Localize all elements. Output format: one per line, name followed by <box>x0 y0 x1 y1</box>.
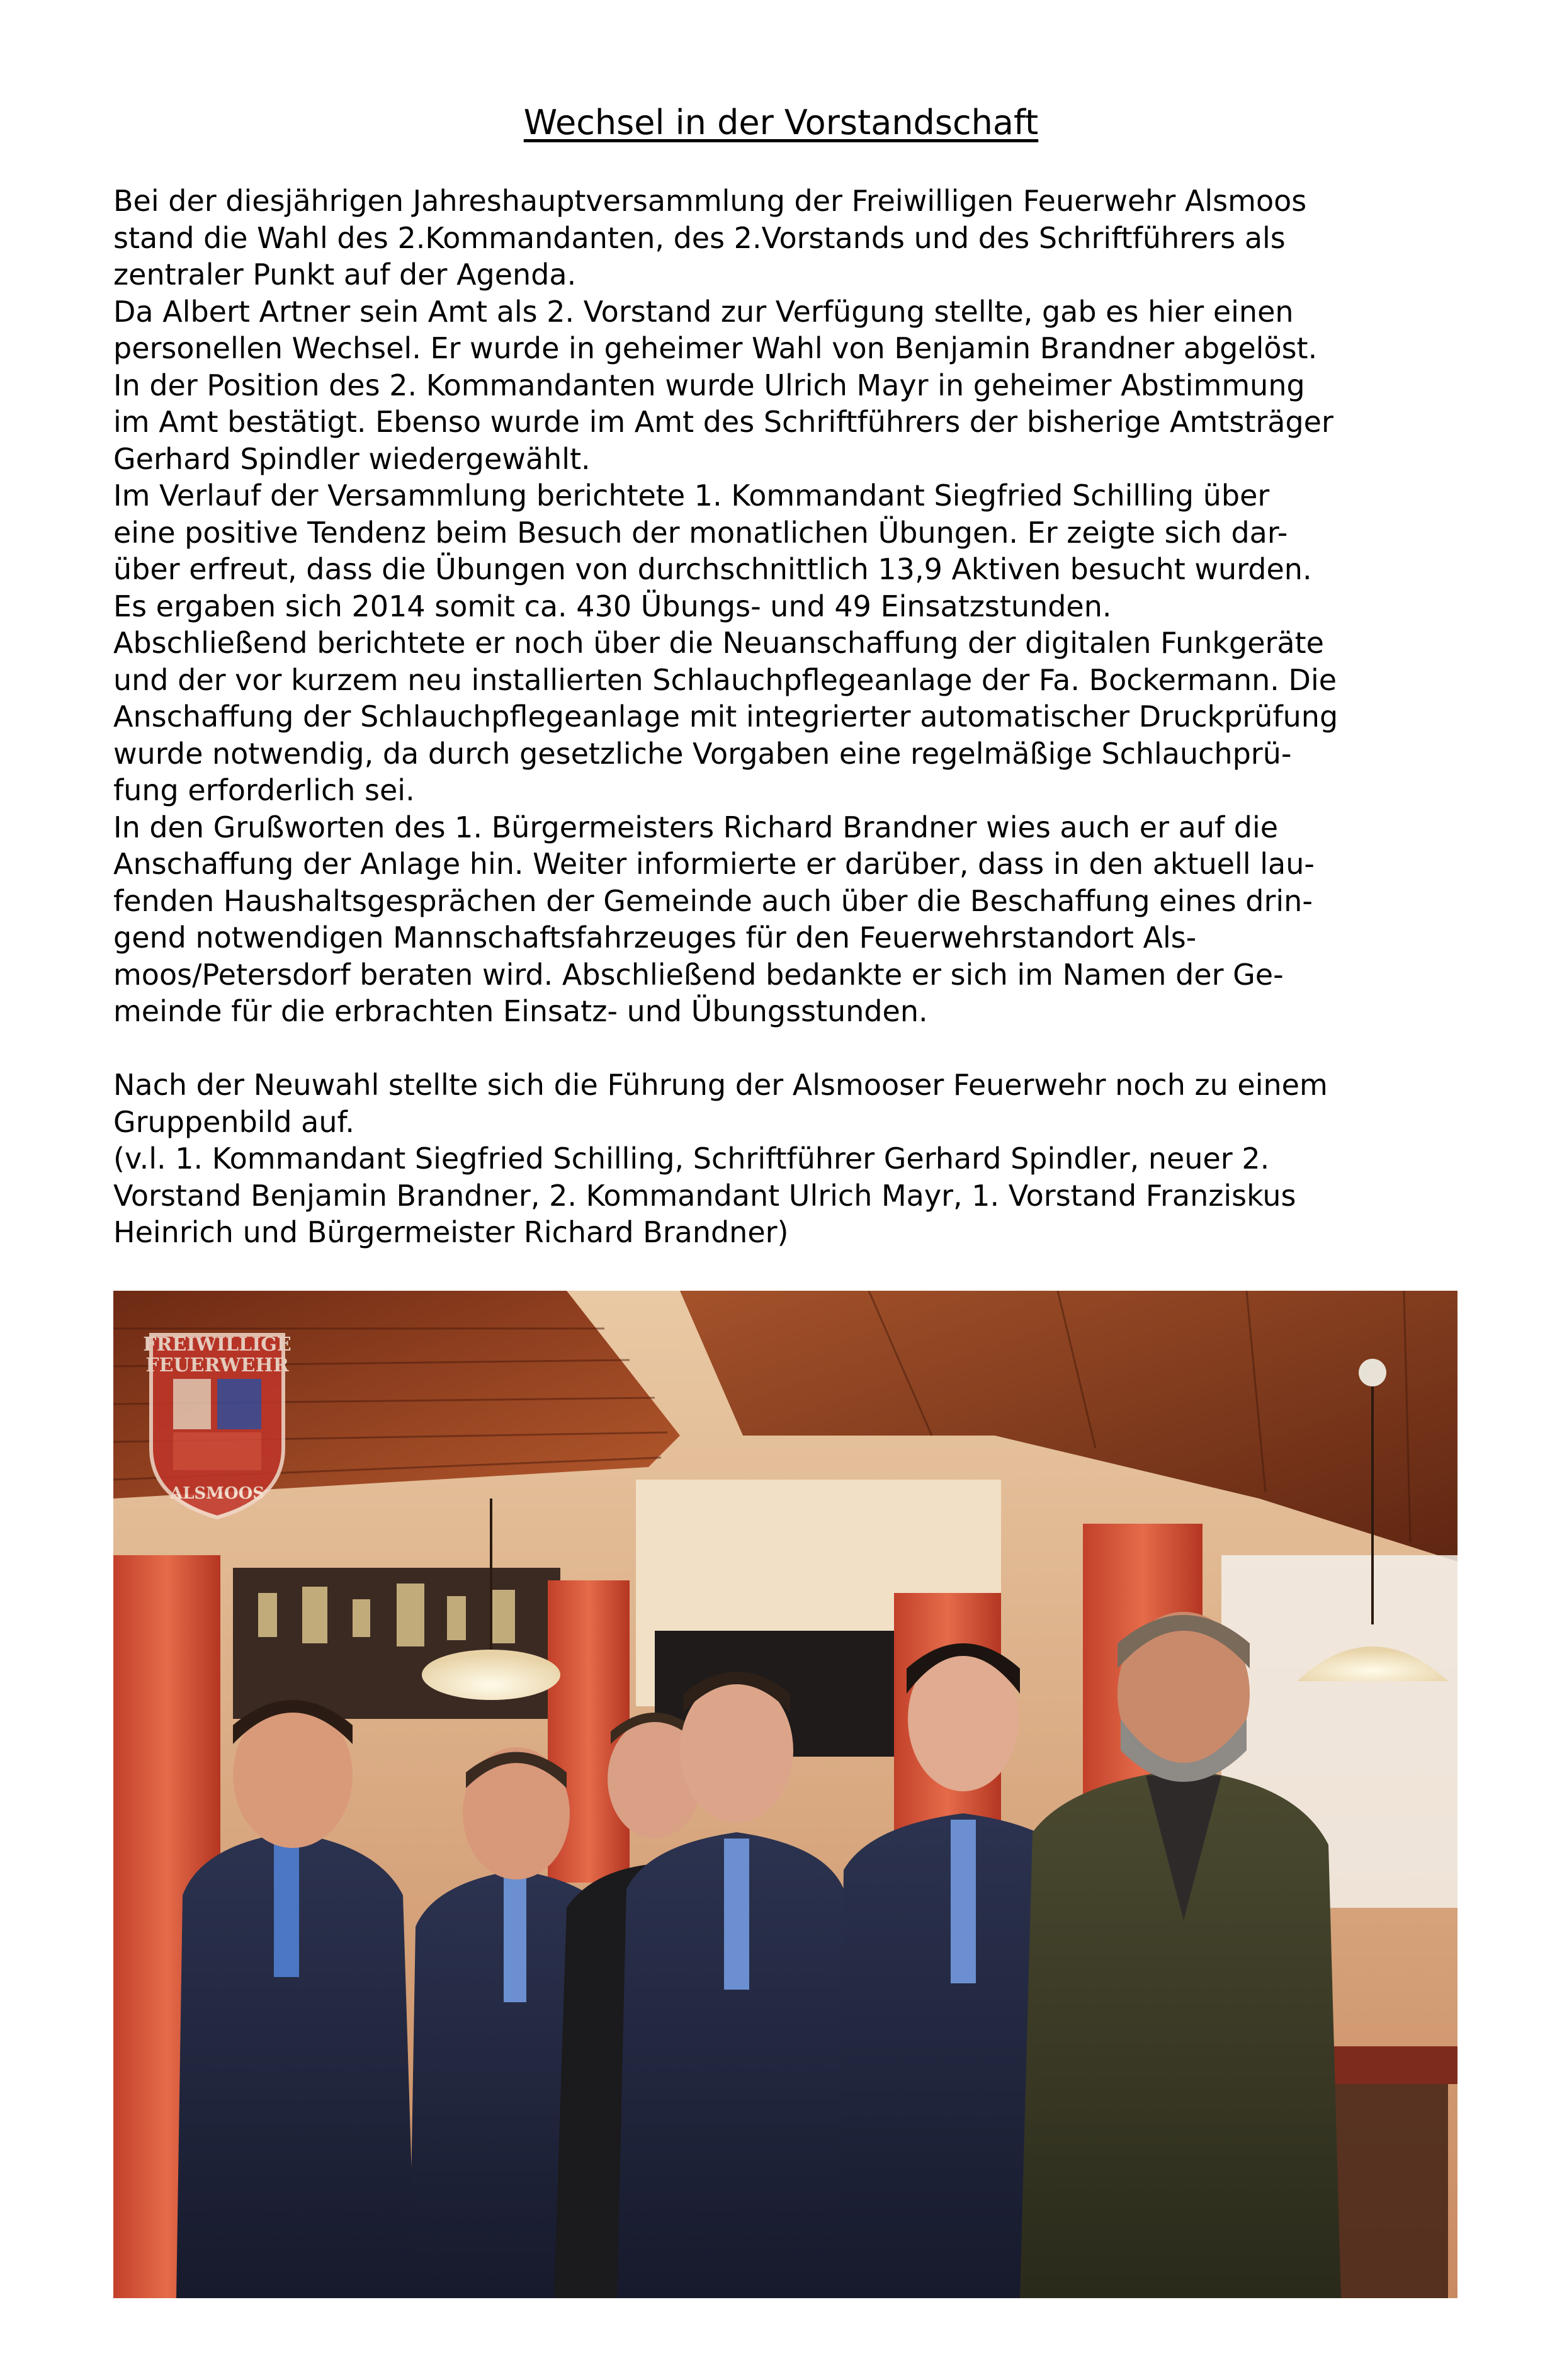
text-line: Gerhard Spindler wiedergewählt. <box>113 441 591 476</box>
text-line: In der Position des 2. Kommandanten wurde Ulrich Mayr in geheimer Abstimmung <box>113 368 1305 402</box>
logo-text-line2: FEUERWEHR <box>145 1354 289 1376</box>
text-line: gend notwendigen Mannschaftsfahrzeuges für den Feuerwehrstandort Als- <box>113 921 1197 955</box>
text-line: Nach der Neuwahl stellte sich die Führung der Alsmooser Feuerwehr noch zu einem <box>113 1068 1328 1102</box>
text-line: Da Albert Artner sein Amt als 2. Vorstand zur Verfügung stellte, gab es hier einen <box>113 294 1294 329</box>
text-line: Im Verlauf der Versammlung berichtete 1. Kommandant Siegfried Schilling über <box>113 479 1270 513</box>
text-line: Gruppenbild auf. <box>113 1104 354 1139</box>
group-photo-illustration <box>113 1291 1457 2298</box>
text-line: Bei der diesjährigen Jahreshauptversammlung der Freiwilligen Feuerwehr Alsmoos <box>113 184 1307 218</box>
text-line: wurde notwendig, da durch gesetzliche Vorgaben eine regelmäßige Schlauchprü- <box>113 736 1292 771</box>
text-line: (v.l. 1. Kommandant Siegfried Schilling, Schriftführer Gerhard Spindler, neuer 2. <box>113 1142 1270 1176</box>
text-line: Anschaffung der Anlage hin. Weiter informierte er darüber, dass in den aktuell lau- <box>113 847 1315 881</box>
group-photo <box>113 1291 1457 2298</box>
page-title: Wechsel in der Vorstandschaft <box>523 103 1039 142</box>
text-line: Abschließend berichtete er noch über die Neuanschaffung der digitalen Funkgeräte <box>113 626 1324 660</box>
smoke-detector <box>1359 1359 1386 1386</box>
text-line: Anschaffung der Schlauchpflegeanlage mit integrierter automatischer Druckprüfung <box>113 700 1338 734</box>
text-line: im Amt bestätigt. Ebenso wurde im Amt des Schriftführers der bisherige Amtsträger <box>113 405 1333 439</box>
text-line: fenden Haushaltsgesprächen der Gemeinde auch über die Beschaffung eines drin- <box>113 883 1313 918</box>
text-line: moos/Petersdorf beraten wird. Abschließend bedankte er sich im Namen der Ge- <box>113 957 1284 992</box>
logo-text-line3: ALSMOOS <box>169 1484 265 1503</box>
text-line: fung erforderlich sei. <box>113 773 415 807</box>
fire-department-logo <box>143 1334 291 1517</box>
logo-text-line1: FREIWILLIGE <box>143 1334 291 1356</box>
text-line: über erfreut, dass die Übungen von durchschnittlich 13,9 Aktiven besucht wurden. <box>113 552 1312 586</box>
text-line: personellen Wechsel. Er wurde in geheimer Wahl von Benjamin Brandner abgelöst. <box>113 331 1318 365</box>
blank-line <box>113 1030 1461 1067</box>
text-line: zentraler Punkt auf der Agenda. <box>113 258 577 292</box>
text-line: Es ergaben sich 2014 somit ca. 430 Übungs- und 49 Einsatzstunden. <box>113 589 1112 623</box>
text-line: eine positive Tendenz beim Besuch der monatlichen Übungen. Er zeigte sich dar- <box>113 515 1288 550</box>
article-body <box>113 183 1461 1251</box>
text-line: meinde für die erbrachten Einsatz- und Übungsstunden. <box>113 994 928 1028</box>
text-line: und der vor kurzem neu installierten Schlauchpflegeanlage der Fa. Bockermann. Die <box>113 662 1337 697</box>
text-line: stand die Wahl des 2.Kommandanten, des 2.Vorstands und des Schriftführers als <box>113 220 1286 255</box>
text-line: Heinrich und Bürgermeister Richard Brandner) <box>113 1215 789 1249</box>
text-line: Vorstand Benjamin Brandner, 2. Kommandant Ulrich Mayr, 1. Vorstand Franziskus <box>113 1178 1296 1213</box>
text-line: In den Grußworten des 1. Bürgermeisters Richard Brandner wies auch er auf die <box>113 810 1279 844</box>
ceiling-lamp-left <box>422 1650 560 1700</box>
